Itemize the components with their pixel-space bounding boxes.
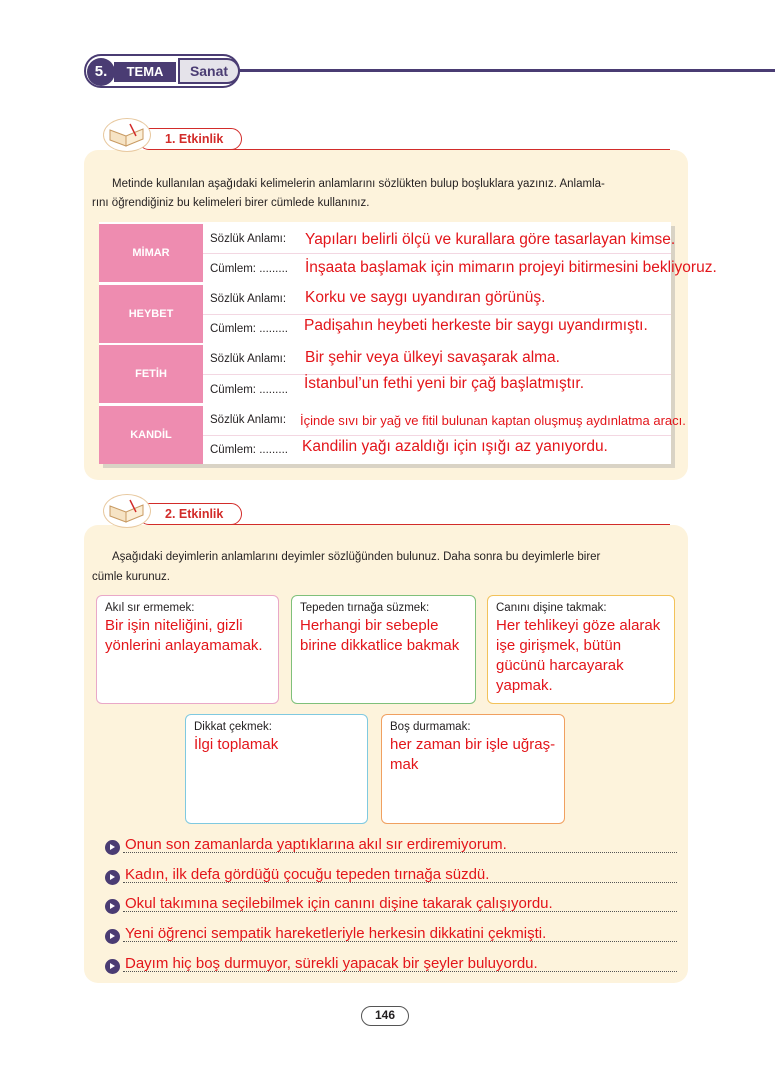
idiom-title: Dikkat çekmek: <box>194 721 272 733</box>
activity2-title: 2. Etkinlik <box>138 503 242 525</box>
idiom-meaning: İlgi toplamak <box>194 736 279 753</box>
idiom-title: Akıl sır ermemek: <box>105 602 195 614</box>
idiom-meaning: her zaman bir işle uğraş-mak <box>390 736 556 773</box>
page-number: 146 <box>361 1006 409 1026</box>
meaning-answer: Yapıları belirli ölçü ve kurallara göre tasarlayan kimse. <box>305 231 676 248</box>
arrow-bullet-icon <box>105 959 120 974</box>
activity2-rule <box>230 524 670 525</box>
idiom-card <box>96 595 279 704</box>
word-cell: HEYBET <box>99 285 203 343</box>
unit-topic: Sanat <box>178 58 240 84</box>
sentence-answer: Kandilin yağı azaldığı için ışığı az yanıyordu. <box>302 438 608 455</box>
idiom-title: Tepeden tırnağa süzmek: <box>300 602 430 614</box>
word-cell: FETİH <box>99 345 203 403</box>
activity1-title: 1. Etkinlik <box>138 128 242 150</box>
sentence-label: Cümlem: ......... <box>210 444 288 456</box>
sentence-answer: Yeni öğrenci sempatik hareketleriyle herkesin dikkatini çekmişti. <box>125 925 547 942</box>
unit-number: 5. <box>87 58 115 86</box>
meaning-label: Sözlük Anlamı: <box>210 293 287 305</box>
sentence-label: Cümlem: ......... <box>210 263 288 275</box>
meaning-answer: İçinde sıvı bir yağ ve fitil bulunan kaptan oluşmuş aydınlatma aracı. <box>300 413 686 428</box>
meaning-answer: Korku ve saygı uyandıran görünüş. <box>305 289 546 306</box>
word-cell: KANDİL <box>99 406 203 464</box>
meaning-label: Sözlük Anlamı: <box>210 414 287 426</box>
arrow-bullet-icon <box>105 899 120 914</box>
sentence-answer: Padişahın heybeti herkeste bir saygı uyandırmıştı. <box>304 317 648 334</box>
sentence-answer: Okul takımına seçilebilmek için canını dişine takarak çalışıyordu. <box>125 895 553 912</box>
arrow-bullet-icon <box>105 870 120 885</box>
idiom-card <box>381 714 565 824</box>
idiom-card <box>185 714 368 824</box>
meaning-label: Sözlük Anlamı: <box>210 233 287 245</box>
sentence-label: Cümlem: ......... <box>210 384 288 396</box>
sentence-answer: İnşaata başlamak için mimarın projeyi bitirmesini bekliyoruz. <box>305 259 717 276</box>
sentence-line <box>105 866 677 888</box>
sentence-line <box>105 836 677 858</box>
idiom-card <box>291 595 476 704</box>
header-rule <box>230 69 775 72</box>
meaning-answer: Bir şehir veya ülkeyi savaşarak alma. <box>305 349 560 366</box>
activity2-instruction-2: cümle kurunuz. <box>92 571 170 583</box>
sentence-line <box>105 925 677 947</box>
activity1-instruction-1: Metinde kullanılan aşağıdaki kelimelerin anlamlarını sözlükten bulup boşluklara yazınız. Anlamla- <box>112 178 605 190</box>
activity1-rule <box>230 149 670 150</box>
book-icon <box>103 494 151 528</box>
unit-label: TEMA <box>114 62 176 82</box>
arrow-bullet-icon <box>105 929 120 944</box>
idiom-meaning: Herhangi bir sebeple birine dikkatlice bakmak <box>300 617 460 654</box>
sentence-answer: İstanbul’un fethi yeni bir çağ başlatmıştır. <box>304 375 585 392</box>
sentence-line <box>105 895 677 917</box>
arrow-bullet-icon <box>105 840 120 855</box>
sentence-label: Cümlem: ......... <box>210 323 288 335</box>
row-separator <box>203 435 671 436</box>
activity1-instruction-2: rını öğrendiğiniz bu kelimeleri birer cümlede kullanınız. <box>92 197 370 209</box>
row-separator <box>203 253 671 254</box>
meaning-label: Sözlük Anlamı: <box>210 353 287 365</box>
idiom-title: Canını dişine takmak: <box>496 602 607 614</box>
word-cell: MİMAR <box>99 224 203 282</box>
sentence-answer: Dayım hiç boş durmuyor, sürekli yapacak bir şeyler buluyordu. <box>125 955 538 972</box>
idiom-meaning: Her tehlikeyi göze alarak işe girişmek, bütün gücünü harcayarak yapmak. <box>496 617 661 694</box>
sentence-answer: Onun son zamanlarda yaptıklarına akıl sır erdiremiyorum. <box>125 836 507 853</box>
idiom-meaning: Bir işin niteliğini, gizli yönlerini anlayamamak. <box>105 617 263 654</box>
activity2-instruction-1: Aşağıdaki deyimlerin anlamlarını deyimler sözlüğünden bulunuz. Daha sonra bu deyimlerle birer <box>112 551 601 563</box>
sentence-answer: Kadın, ilk defa gördüğü çocuğu tepeden tırnağa süzdü. <box>125 866 490 883</box>
sentence-line <box>105 955 677 977</box>
idiom-title: Boş durmamak: <box>390 721 471 733</box>
idiom-card <box>487 595 675 704</box>
row-separator <box>203 314 671 315</box>
book-icon <box>103 118 151 152</box>
